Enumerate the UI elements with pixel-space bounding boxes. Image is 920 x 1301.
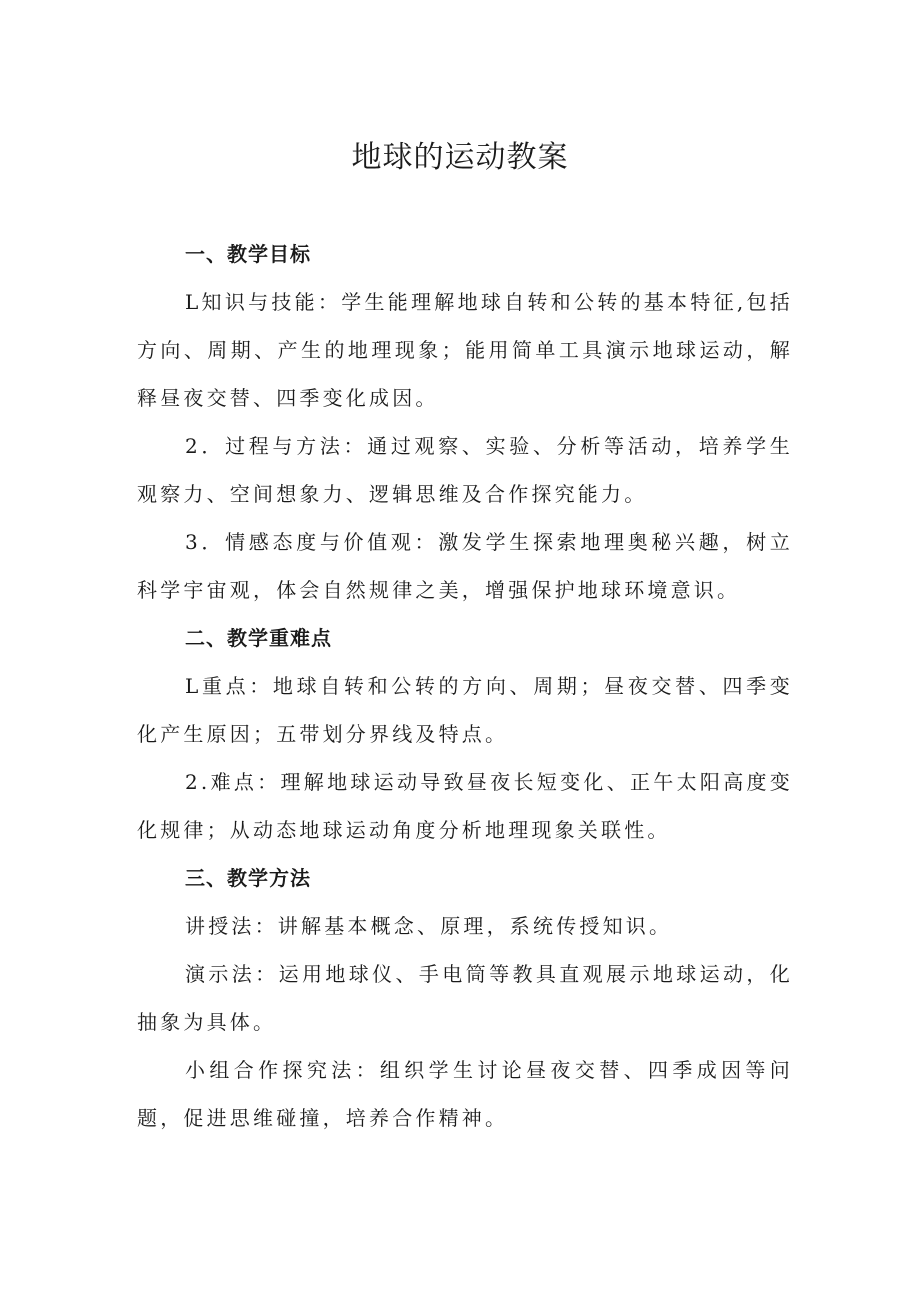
section-teaching-objectives bbox=[137, 230, 793, 614]
section-key-difficult-points bbox=[137, 614, 793, 854]
section-heading: 一、教学目标 bbox=[185, 242, 311, 266]
section-teaching-methods bbox=[137, 854, 793, 1142]
document-title: 地球的运动教案 bbox=[351, 140, 569, 175]
paragraph: 演示法：运用地球仪、手电筒等教具直观展示地球运动，化抽象为具体。 bbox=[137, 962, 793, 1034]
paragraph: 3．情感态度与价值观：激发学生探索地理奥秘兴趣，树立科学宇宙观，体会自然规律之美，增强保护地球环境意识。 bbox=[137, 530, 793, 602]
paragraph: 讲授法：讲解基本概念、原理，系统传授知识。 bbox=[185, 914, 673, 938]
section-heading: 二、教学重难点 bbox=[185, 626, 332, 650]
paragraph: 2．过程与方法：通过观察、实验、分析等活动，培养学生观察力、空间想象力、逻辑思维及合作探究能力。 bbox=[137, 434, 793, 506]
section-heading: 三、教学方法 bbox=[185, 866, 311, 890]
paragraph: L知识与技能：学生能理解地球自转和公转的基本特征,包括方向、周期、产生的地理现象；能用简单工具演示地球运动，解释昼夜交替、四季变化成因。 bbox=[137, 290, 793, 410]
paragraph: 小组合作探究法：组织学生讨论昼夜交替、四季成因等问题，促进思维碰撞，培养合作精神。 bbox=[137, 1058, 793, 1130]
document-body bbox=[137, 230, 793, 1142]
paragraph: 2.难点：理解地球运动导致昼夜长短变化、正午太阳高度变化规律；从动态地球运动角度分析地理现象关联性。 bbox=[137, 770, 793, 842]
paragraph: L重点：地球自转和公转的方向、周期；昼夜交替、四季变化产生原因；五带划分界线及特点。 bbox=[137, 674, 793, 746]
